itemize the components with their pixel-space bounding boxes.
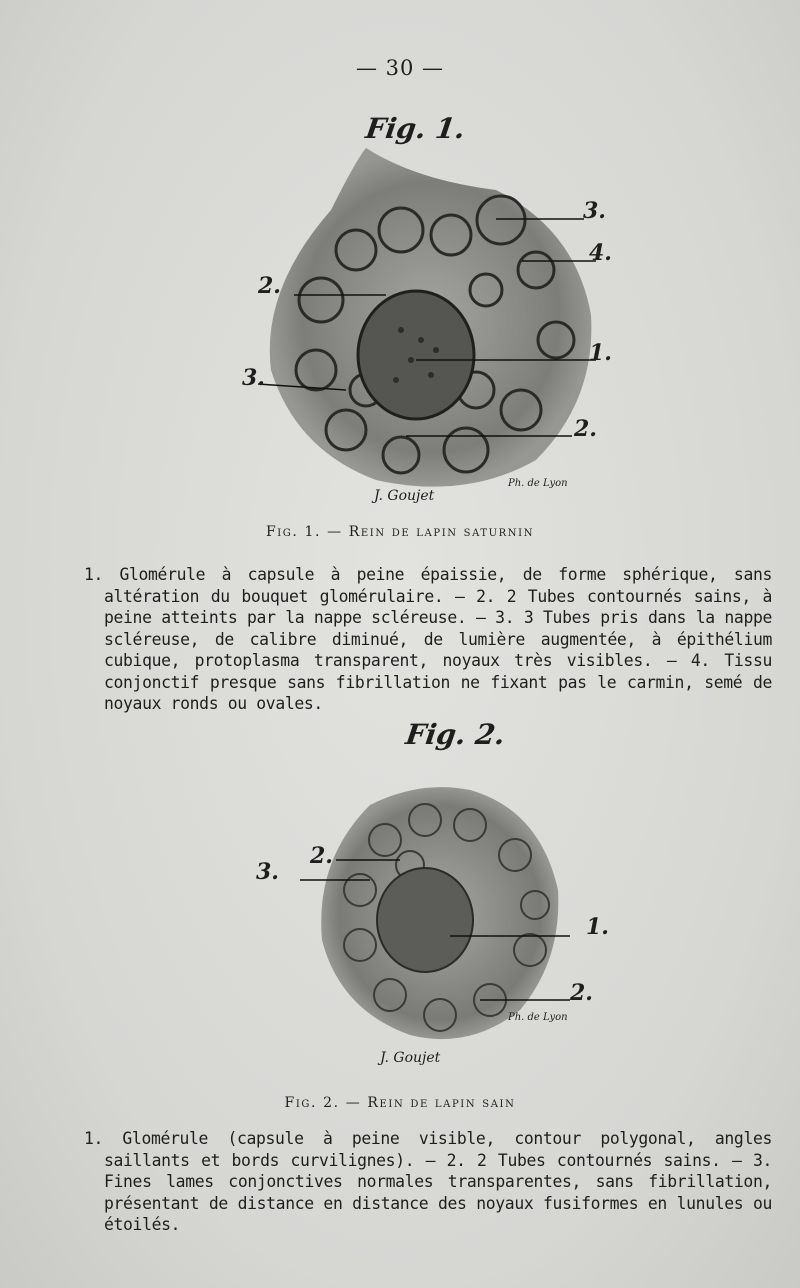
page-number: — 30 —: [355, 56, 445, 80]
figure1-callout-3b: 3.: [242, 365, 265, 391]
figure1-engraver: Ph. de Lyon: [508, 478, 568, 489]
figure1-legend: [84, 564, 772, 715]
figure2-signature: J. Goujet: [380, 1050, 441, 1066]
figure1-callout-4: 4.: [589, 240, 612, 266]
figure2-callout-2: 2.: [310, 843, 333, 869]
figure2-callout-2b: 2.: [570, 980, 593, 1006]
figure2-callout-1: 1.: [586, 914, 609, 940]
figure2-legend-text: 1. Glomérule (capsule à peine visible, contour polygonal, angles saillants et bords curvilignes). — 2. 2 Tubes contournés sains. — 3. Fines lames conjonctives normales transparentes, sans fibrillation, présentant de distance en distance des noyaux fusiformes en lunules ou étoilés.: [84, 1129, 772, 1234]
figure2-label: Fig. 2.: [403, 718, 508, 751]
figure1-label: Fig. 1.: [363, 112, 468, 145]
figure1-callout-2b: 2.: [574, 416, 597, 442]
figure2-callout-3: 3.: [256, 859, 279, 885]
figure2-caption: Fig. 2. — Rein de lapin sain: [284, 1095, 516, 1111]
figure1-illustration: [236, 140, 616, 510]
figure2-legend: [84, 1128, 772, 1236]
figure2-engraver: Ph. de Lyon: [508, 1012, 568, 1023]
figure1-legend-text: 1. Glomérule à capsule à peine épaissie, de forme sphérique, sans altération du bouquet glomérulaire. — 2. 2 Tubes contournés sains, à peine atteints par la nappe scléreuse. — 3. 3 Tubes pris dans la nappe scléreuse, de calibre diminué, de lumière augmentée, à épithélium cubique, protoplasma transparent, noyaux très visibles. — 4. Tissu conjonctif presque sans fibrillation ne fixant pas le carmin, semé de noyaux ronds ou ovales.: [84, 565, 772, 713]
figure1-callout-1: 1.: [589, 340, 612, 366]
figure1-signature: J. Goujet: [374, 488, 435, 504]
figure1-callout-2: 2.: [258, 273, 281, 299]
figure1-caption: Fig. 1. — Rein de lapin saturnin: [265, 524, 535, 540]
figure1-callout-3: 3.: [583, 198, 606, 224]
